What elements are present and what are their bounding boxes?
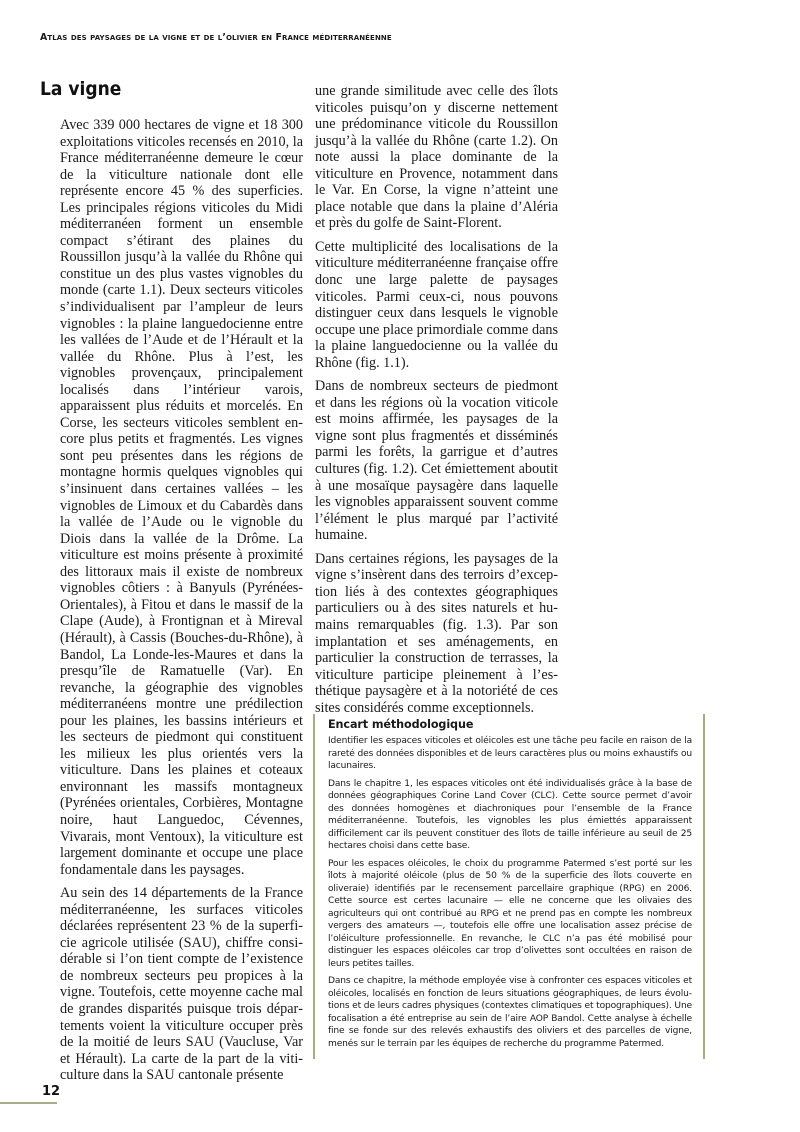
- body-paragraph: Dans certaines régions, les paysages de la vigne s’insèrent dans des terroirs d’exception liés à des contextes géographiques particuliers ou à des sites naturels et humains remarquables (fig. 1.3). Par son implantation et ses aménagements, en particulier la construction de terrasses, la viticulture participe pleinement à l’esthétique paysagère et à la notoriété de ces sites considérés comme exceptionnels.: [315, 550, 558, 716]
- methodology-paragraph: Identifier les espaces viticoles et oléicoles est une tâche peu facile en raison de la rareté des données disponibles et de leurs caractères plus ou moins exhaustifs ou lacunaires.: [328, 736, 692, 771]
- body-paragraph: Au sein des 14 départements de la France méditerranéenne, les surfaces viticoles déclarées représentent 23 % de la superficie agricole utilisée (SAU), chiffre considérable si l’on tient compte de l’existence de nombreux secteurs peu propices à la vigne. Toutefois, cette moyenne cache mal de grandes disparités puisque trois départements voient la viticulture occuper près de la moitié de leurs SAU (Vaucluse, Var et Hérault). La carte de la part de la viticulture dans la SAU cantonale présente: [60, 885, 303, 1084]
- running-header: Atlas des paysages de la vigne et de l’olivier en France méditerranéenne: [40, 32, 392, 43]
- methodology-paragraph: Dans ce chapitre, la méthode employée vise à confronter ces espaces viticoles et oléicoles, localisés en fonction de leurs situations géographiques, de leurs évolutions et de leurs cadres physiques (contextes climatiques et topographiques). Une focalisation a été entreprise au sein de l’aire AOP Bandol. Cette analyse à échelle fine se fonde sur des relevés exhaustifs des oliviers et des parcelles de vigne, menés sur le terrain par les équipes de recherche du programme Patermed.: [328, 976, 692, 1049]
- right-column: [315, 83, 558, 723]
- page-number: 12: [42, 1084, 61, 1099]
- body-paragraph: Dans de nombreux secteurs de piedmont et dans les régions où la vocation viticole est moins affirmée, les paysages de la vigne sont plus fragmentés et disséminés parmi les forêts, la garrigue et d’autres cultures (fig. 1.2). Cet émiettement aboutit à une mosaïque paysagère dans laquelle les vignobles apparaissent souvent comme l’élément le plus marqué par l’activité humaine.: [315, 378, 558, 544]
- methodology-paragraph: Dans le chapitre 1, les espaces viticoles ont été individualisés grâce à la base de données géographiques Corine Land Cover (CLC). Cette source permet d’avoir des données homogènes et diachroniques pour l’ensemble de la France méditerranéenne. Toutefois, les vignobles les plus émiettés apparaissent difficilement car ils peuvent constituer des îlots de taille inférieure au seuil de 25 hectares choisi dans cette base.: [328, 778, 692, 851]
- left-column: [60, 117, 303, 1091]
- methodology-paragraph: Pour les espaces oléicoles, le choix du programme Patermed s’est porté sur les îlots à majorité oléicole (plus de 50 % de la superficie des îlots couverte en oliveraie) identifiés par le recensement parcellaire graphique (RPG) en 2006. Cette source est certes lacunaire — elle ne concerne que les olivaies des agriculteurs qui ont contribué au RPG et ne prend pas en compte les nombreux vergers des amateurs —, toutefois elle offre une localisation assez précise de l’oléiculture professionnelle. En revanche, le CLC n’a pas été mobilisé pour distinguer les espaces oléicoles car trop d’olivettes sont occultées en raison de leurs petites tailles.: [328, 858, 692, 969]
- body-paragraph: Avec 339 000 hectares de vigne et 18 300 exploitations viticoles recensés en 2010, la France méditerranéenne demeure le cœur de la viticulture nationale dont elle représente encore 45 % des superficies. Les principales régions viticoles du Midi méditerranéen forment un ensemble compact s’étirant des plaines du Roussillon jusqu’à la vallée du Rhône qui constitue un des plus vastes vignobles du monde (carte 1.1). Deux secteurs viticoles s’individualisent par l’ampleur de leurs vignobles : la plaine languedocienne entre les vallées de l’Aude et de l’Hérault et la vallée du Rhône. Plus à l’est, les vignobles provençaux, principalement localisés dans l’intérieur varois, apparaissent plus réduits et morcelés. En Corse, les secteurs viticoles semblent encore plus petits et fragmentés. Les vignes sont peu présentes dans les régions de montagne hormis quelques vignobles qui s’insinuent dans certaines vallées – les vignobles de Limoux et du Cabardès dans la vallée de l’Aude ou le vignoble du Diois dans la vallée de la Drôme. La viticulture est moins présente à proximité des littoraux mais il existe de nombreux vignobles côtiers : à Banyuls (Pyrénées-Orientales), à Fitou et dans le massif de la Clape (Aude), à Frontignan et à Mireval (Hérault), à Cassis (Bouches-du-Rhône), à Bandol, La Londe-les-Maures et dans la presqu’île de Ramatuelle (Var). En revanche, la géographie des vignobles méditerranéens montre une prédilection pour les plaines, les bassins intérieurs et les secteurs de piedmont qui constituent les milieux les plus orientés vers la viticulture. Dans les plaines et coteaux environnant les massifs montagneux (Pyrénées orientales, Corbières, Montagne noire, haut Languedoc, Cévennes, Vivarais, mont Ventoux), la viticulture est largement dominante et occupe une place fondamentale dans les paysages.: [60, 117, 303, 878]
- section-title: La vigne: [40, 78, 122, 100]
- methodology-box: [313, 714, 705, 1059]
- body-paragraph: une grande similitude avec celle des îlots viticoles puisqu’on y discerne nettement une prédominance viticole du Roussillon jusqu’à la vallée du Rhône (carte 1.2). On note aussi la place dominante de la viticulture en Provence, notamment dans le Var. En Corse, la vigne n’atteint une place notable que dans la plaine d’Aléria et près du golfe de Saint-Florent.: [315, 83, 558, 232]
- body-paragraph: Cette multiplicité des localisations de la viticulture méditerranéenne française offre donc une large palette de paysages viticoles. Parmi ceux-ci, nous pouvons distinguer ceux dans lesquels le vignoble occupe une place primordiale comme dans la plaine languedocienne ou la vallée du Rhône (fig. 1.1).: [315, 238, 558, 371]
- methodology-box-title: Encart méthodologique: [328, 718, 474, 731]
- page-number-rule: [0, 1102, 57, 1104]
